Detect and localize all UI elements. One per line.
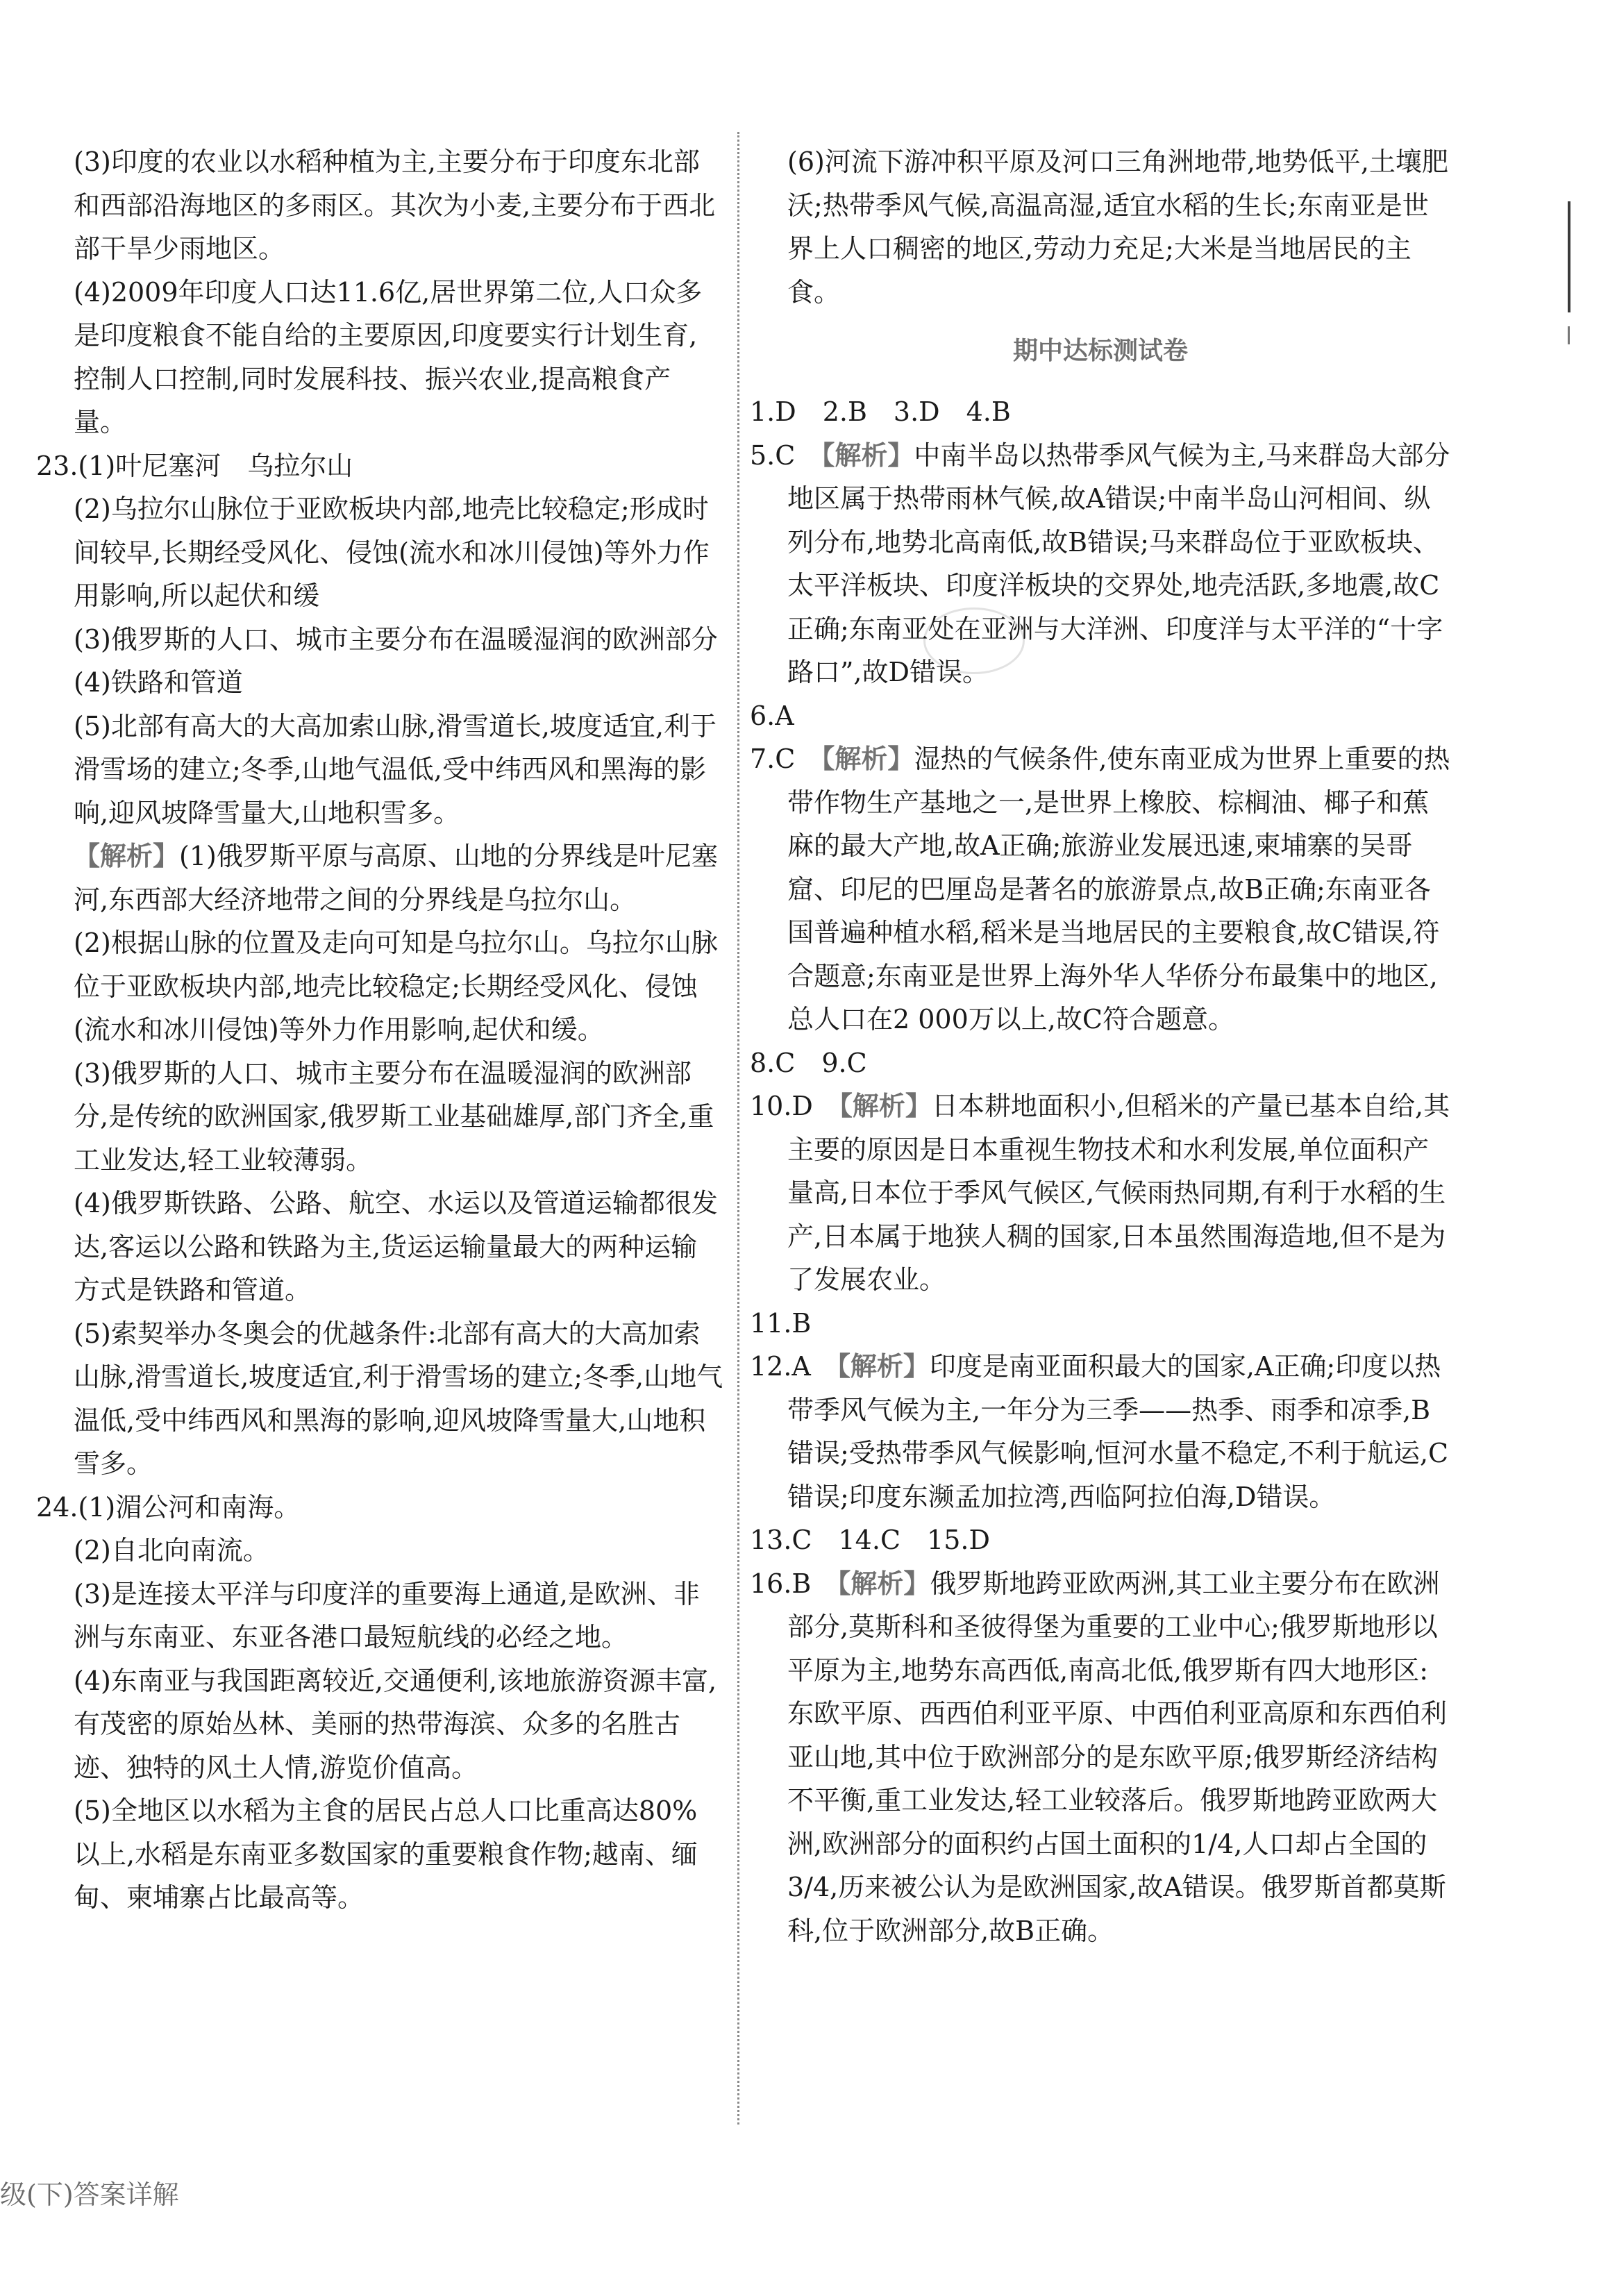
answer-explanation: 湿热的气候条件,使东南亚成为世界上重要的热带作物生产基地之一,是世界上橡胶、棕榈油、椰子和蕉麻的最大产地,故A正确;旅游业发展迅速,柬埔寨的吴哥窟、印尼的巴厘岛是著名的旅游景点,故B正确;东南亚各国普遍种植水稻,稻米是当地居民的主要粮食,故C错误,符合题意;东南亚是世界上海外华人华侨分布最集中的地区,总人口在2 000万以上,故C符合题意。 [787,744,1450,1034]
answer-explanation: 中南半岛以热带季风气候为主,马来群岛大部分地区属于热带雨林气候,故A错误;中南半岛山河相间、纵列分布,地势北高南低,故B错误;马来群岛位于亚欧板块、太平洋板块、印度洋板块的交界处,地壳活跃,多地震,故C正确;东南亚处在亚洲与大洋洲、印度洋与太平洋的“十字路口”,故D错误。 [787,439,1450,687]
paragraph-text: (4)俄罗斯铁路、公路、航空、水运以及管道运输都很发达,客运以公路和铁路为主,货运运输量最大的两种运输方式是铁路和管道。 [74,1188,718,1305]
paragraph-text: 24.(1)湄公河和南海。 [36,1491,301,1523]
left-column [36,140,723,1920]
sub-answer [36,1052,723,1182]
sub-answer [36,1312,723,1486]
paragraph-text: (4)铁路和管道 [74,667,243,698]
analysis-tag: 【解析】 [837,1567,930,1599]
sub-answer [36,140,723,271]
sub-answer [36,1182,723,1312]
paragraph-text: (4)东南亚与我国距离较近,交通便利,该地旅游资源丰富,有茂密的原始丛林、美丽的热带海滨、众多的名胜古迹、独特的风土人情,游览价值高。 [74,1665,717,1783]
sub-answer [36,1659,723,1790]
binding-edge-mark-small [1568,326,1570,344]
answer-item [750,390,1451,434]
sub-answer [36,1529,723,1573]
sub-answer [36,921,723,1052]
analysis-tag: 【解析】 [821,439,914,471]
answer-number: 7.C [750,744,822,774]
answer-number: 13.C 14.C 15.D [750,1525,990,1555]
paragraph-text: (5)北部有高大的大高加索山脉,滑雪道长,坡度适宜,利于滑雪场的建立;冬季,山地气温低,受中纬西风和黑海的影响,迎风坡降雪量大,山地积雪多。 [74,710,717,828]
answer-item [750,737,1451,1041]
paragraph-text: (3)是连接太平洋与印度洋的重要海上通道,是欧洲、非洲与东南亚、东亚各港口最短航线的必经之地。 [74,1578,700,1652]
answer-number: 12.A [750,1351,837,1382]
paragraph-text: (5)全地区以水稻为主食的居民占总人口比重高达80%以上,水稻是东南亚多数国家的重要粮食作物;越南、缅甸、柬埔寨占比最高等。 [74,1795,698,1913]
sub-answer [36,271,723,444]
answer-number: 5.C [750,439,822,471]
sub-answer [36,1573,723,1659]
answer-number: 1.D 2.B 3.D 4.B [750,396,1011,427]
sub-answer [36,1789,723,1920]
answer-number: 11.B [750,1307,812,1339]
paragraph-text: (1)俄罗斯平原与高原、山地的分界线是叶尼塞河,东西部大经济地带之间的分界线是乌拉尔山。 [74,841,718,915]
answer-item [750,1562,1451,1953]
answer-item [750,1345,1451,1518]
right-column [750,140,1451,1952]
answer-explanation: 日本耕地面积小,但稻米的产量已基本自给,其主要的原因是日本重视生物技术和水利发展,单位面积产量高,日本位于季风气候区,气候雨热同期,有利于水稻的生产,日本属于地狭人稠的国家,日本虽然围海造地,但不是为了发展农业。 [787,1091,1450,1295]
paragraph-text: (3)印度的农业以水稻种植为主,主要分布于印度东北部和西部沿海地区的多雨区。其次为小麦,主要分布于西北部干旱少雨地区。 [74,146,716,264]
answer-explanation: 印度是南亚面积最大的国家,A正确;印度以热带季风气候为主,一年分为三季——热季、雨季和凉季,B错误;受热带季风气候影响,恒河水量不稳定,不利于航运,C错误;印度东濒孟加拉湾,西临阿拉伯海,D错误。 [787,1351,1449,1512]
sub-answer [36,661,723,705]
section-title: 期中达标测试卷 [1012,337,1188,365]
paragraph-text: 23.(1)叶尼塞河 乌拉尔山 [36,450,353,481]
answer-list [750,390,1451,1952]
answer-explanation: 俄罗斯地跨亚欧两洲,其工业主要分布在欧洲部分,莫斯科和圣彼得堡为重要的工业中心;俄罗斯地形以平原为主,地势东高西低,南高北低,俄罗斯有四大地形区:东欧平原、西西伯利亚平原、中西伯利亚高原和东西伯利亚山地,其中位于欧洲部分的是东欧平原;俄罗斯经济结构不平衡,重工业发达,轻工业较落后。俄罗斯地跨亚欧两大洲,欧洲部分的面积约占国土面积的1/4,人口却占全国的3/4,历来被公认为是欧洲国家,故A错误。俄罗斯首都莫斯科,位于欧洲部分,故B正确。 [787,1568,1448,1946]
answer-number: 10.D [750,1091,839,1121]
analysis-tag: 【解析】 [74,840,180,871]
answer-item [750,694,1451,738]
answer-item [750,434,1451,694]
answer-number: 8.C 9.C [750,1047,867,1078]
paragraph-text: (2)自北向南流。 [74,1535,269,1566]
question-answer [36,1486,723,1530]
page-footer: 级(下)答案详解 [0,2179,179,2210]
sub-answer [750,140,1451,314]
right-column-continuation [750,140,1451,314]
analysis-paragraph [36,835,723,921]
paragraph-text: (2)根据山脉的位置及走向可知是乌拉尔山。乌拉尔山脉位于亚欧板块内部,地壳比较稳定;长期经受风化、侵蚀(流水和冰川侵蚀)等外力作用影响,起伏和缓。 [74,928,718,1045]
sub-answer [36,705,723,835]
answer-number: 16.B [750,1568,838,1599]
paragraph-text: (4)2009年印度人口达11.6亿,居世界第二位,人口众多是印度粮食不能自给的主要原因,印度要实行计划生育,控制人口控制,同时发展科技、振兴农业,提高粮食产量。 [74,276,703,437]
sub-answer [36,618,723,662]
binding-edge-mark [1568,201,1570,312]
paragraph-text: (3)俄罗斯的人口、城市主要分布在温暖湿润的欧洲部分,是传统的欧洲国家,俄罗斯工业基础雄厚,部门齐全,重工业发达,轻工业较薄弱。 [74,1057,714,1175]
sub-answer [36,487,723,618]
column-divider [737,132,739,2125]
paragraph-text: (3)俄罗斯的人口、城市主要分布在温暖湿润的欧洲部分 [74,623,718,655]
paragraph-text: (6)河流下游冲积平原及河口三角洲地带,地势低平,土壤肥沃;热带季风气候,高温高湿,适宜水稻的生长;东南亚是世界上人口稠密的地区,劳动力充足;大米是当地居民的主食。 [787,146,1448,308]
analysis-tag: 【解析】 [821,743,914,774]
answer-item [750,1041,1451,1085]
answer-item [750,1518,1451,1562]
answer-item [750,1302,1451,1346]
paragraph-text: (5)索契举办冬奥会的优越条件:北部有高大的大高加索山脉,滑雪道长,坡度适宜,利于滑雪场的建立;冬季,山地气温低,受中纬西风和黑海的影响,迎风坡降雪量大,山地积雪多。 [74,1318,723,1479]
paragraph-text: (2)乌拉尔山脉位于亚欧板块内部,地壳比较稳定;形成时间较早,长期经受风化、侵蚀(流水和冰川侵蚀)等外力作用影响,所以起伏和缓 [74,494,710,611]
analysis-tag: 【解析】 [837,1350,930,1382]
answer-number: 6.A [750,700,794,731]
answer-item [750,1084,1451,1302]
question-answer [36,444,723,488]
analysis-tag: 【解析】 [839,1090,932,1121]
